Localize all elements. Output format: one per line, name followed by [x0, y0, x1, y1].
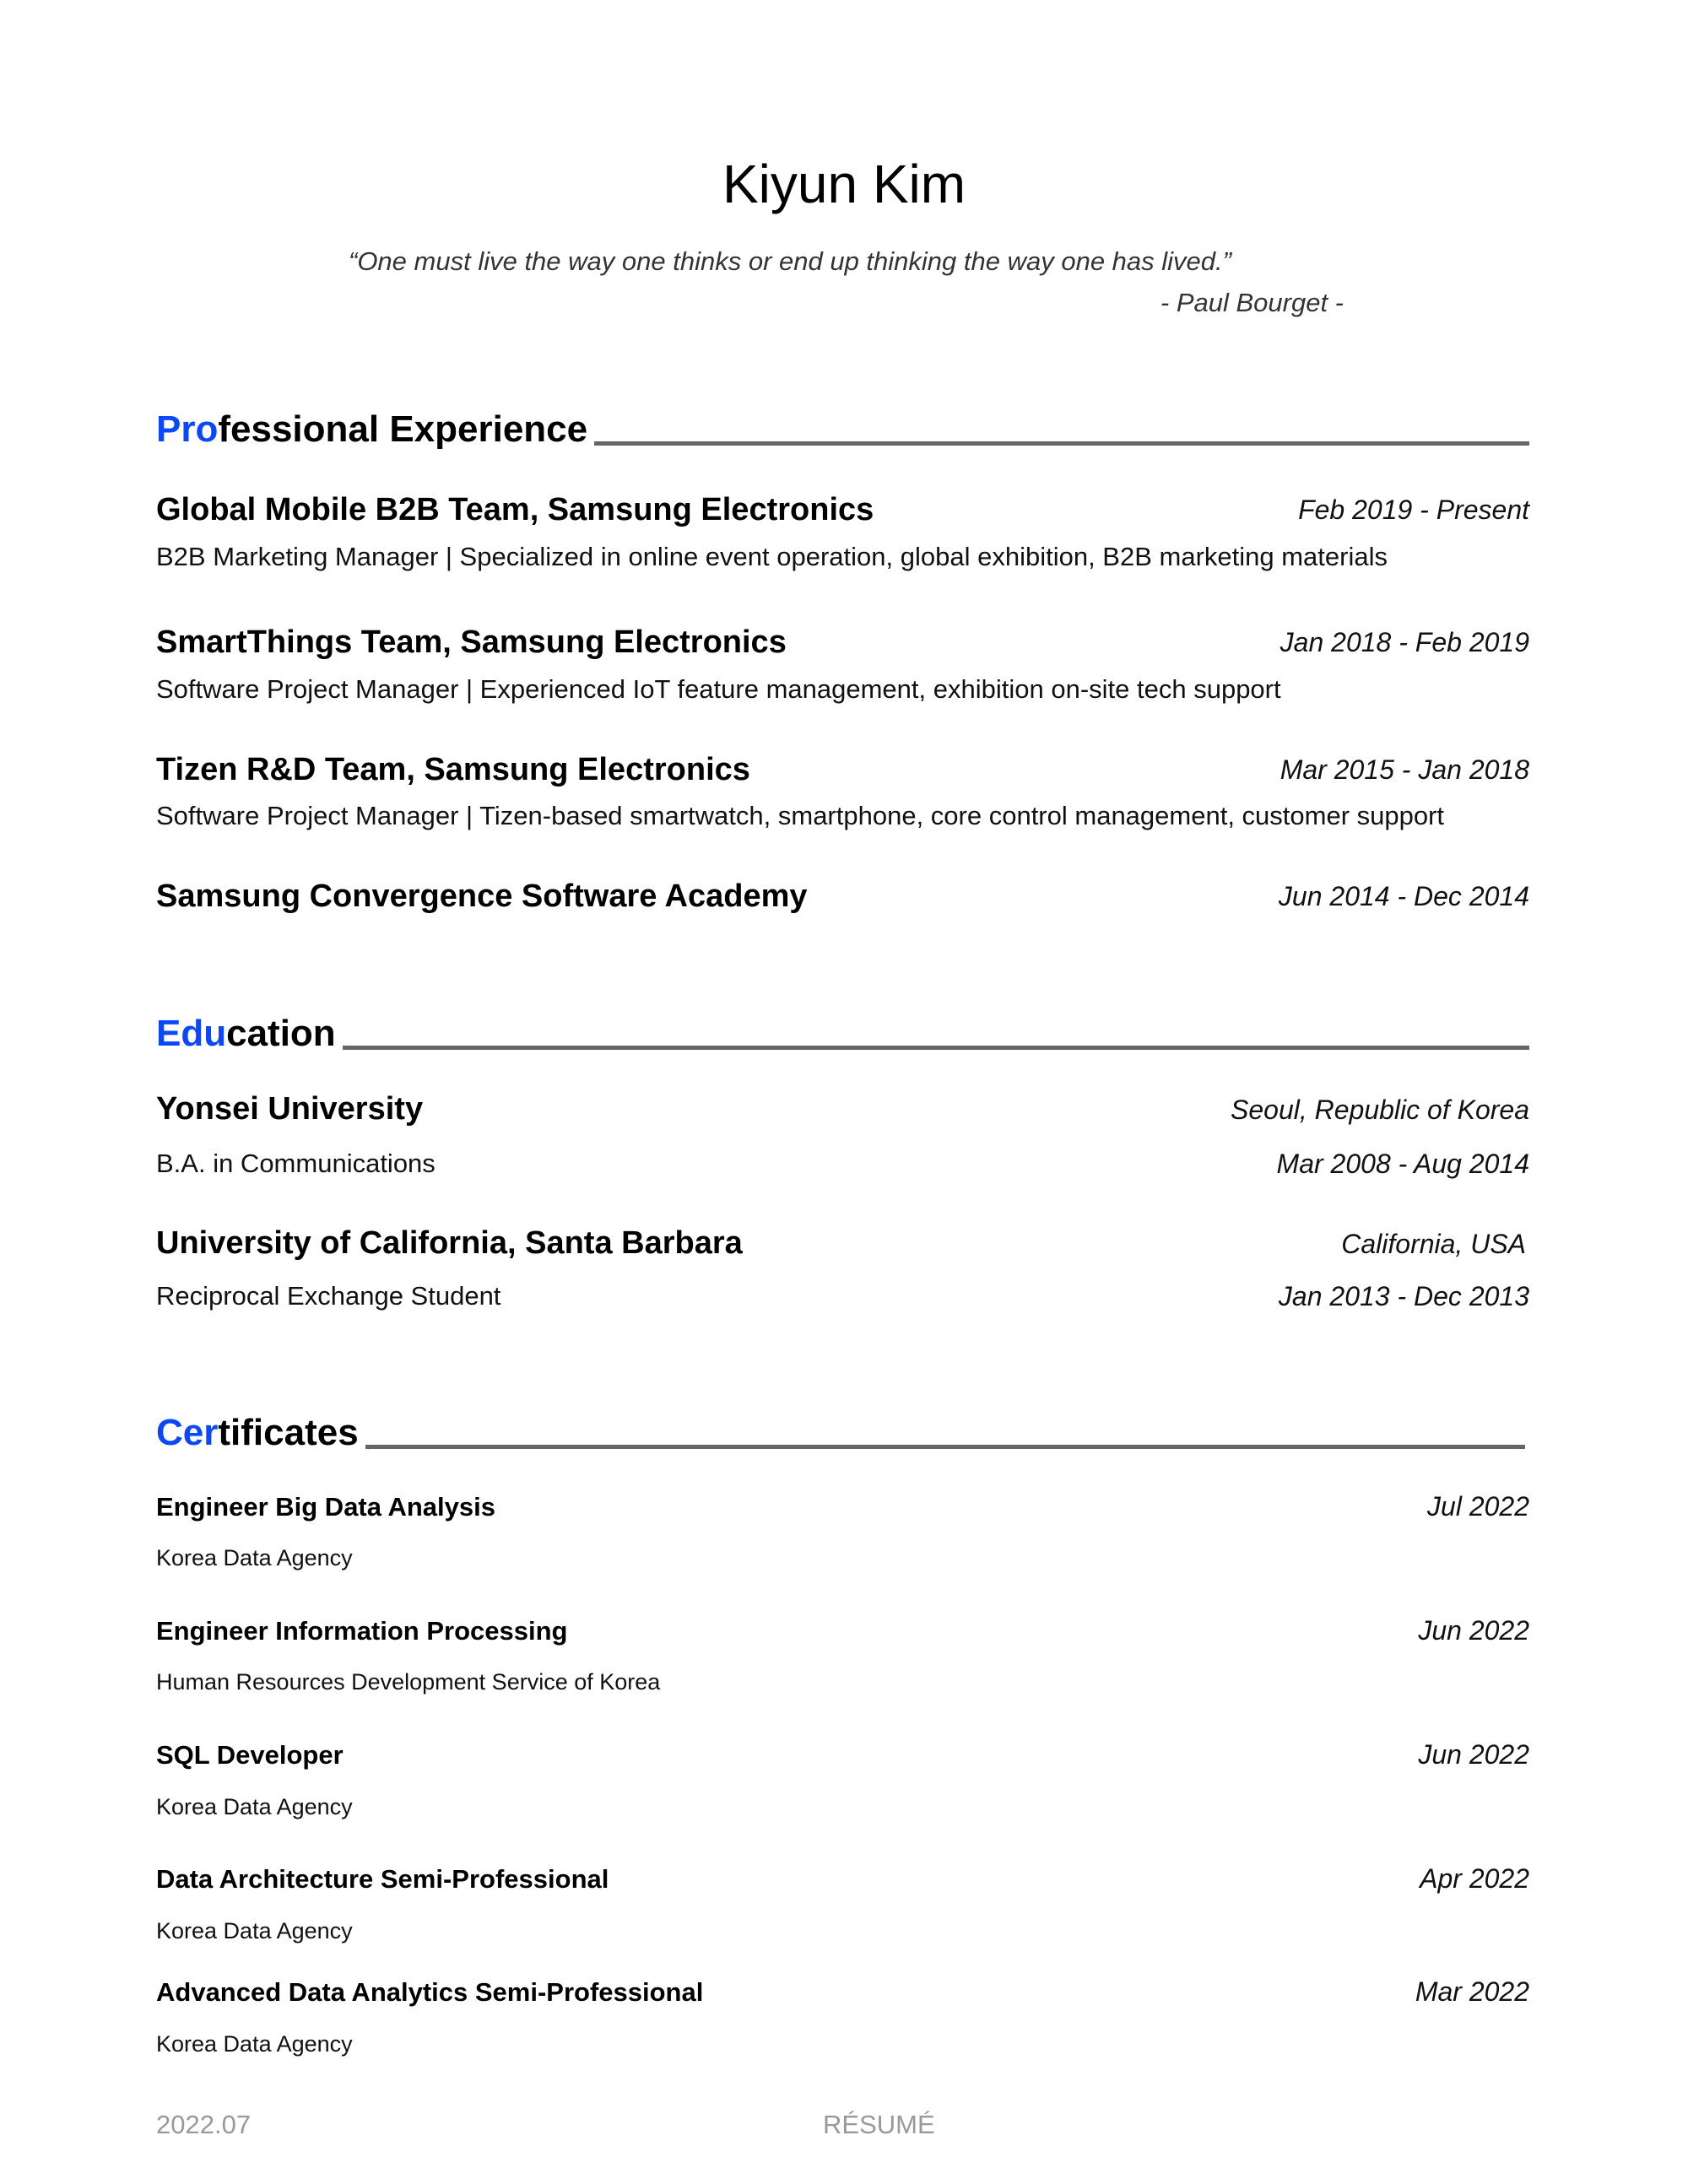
section-title-accent: Pro: [156, 408, 219, 450]
section-heading-certificates: [156, 1407, 1525, 1454]
experience-title: Samsung Convergence Software Academy: [156, 878, 808, 914]
section-title: [156, 408, 587, 451]
certificate-issuer: Human Resources Development Service of Korea: [156, 1669, 661, 1695]
certificate-date: Jul 2022: [1427, 1491, 1529, 1522]
education-school: University of California, Santa Barbara: [156, 1225, 743, 1261]
section-heading-experience: [156, 403, 1529, 451]
section-title-rest: cation: [226, 1013, 336, 1054]
education-location: Seoul, Republic of Korea: [1231, 1095, 1529, 1125]
certificate-title: Advanced Data Analytics Semi-Professional: [156, 1977, 704, 2007]
certificate-date: Mar 2022: [1415, 1976, 1529, 2007]
certificate-issuer: Korea Data Agency: [156, 2031, 353, 2057]
experience-title: Tizen R&D Team, Samsung Electronics: [156, 752, 750, 787]
education-degree: B.A. in Communications: [156, 1149, 436, 1178]
experience-title: Global Mobile B2B Team, Samsung Electronics: [156, 492, 874, 527]
education-period: Mar 2008 - Aug 2014: [1276, 1149, 1529, 1179]
section-title: [156, 1013, 336, 1055]
certificate-issuer: Korea Data Agency: [156, 1545, 353, 1570]
education-period: Jan 2013 - Dec 2013: [1278, 1281, 1529, 1311]
certificate-title: SQL Developer: [156, 1740, 344, 1770]
experience-description: B2B Marketing Manager | Specialized in online event operation, global exhibition, B2B marketing materials: [156, 542, 1388, 571]
certificate-date: Apr 2022: [1420, 1863, 1529, 1894]
certificate-title: Engineer Information Processing: [156, 1616, 568, 1646]
section-heading-education: [156, 1008, 1529, 1055]
resume-name: Kiyun Kim: [722, 154, 966, 214]
header-quote: “One must live the way one thinks or end up thinking the way one has lived.”: [349, 246, 1231, 276]
certificate-title: Data Architecture Semi-Professional: [156, 1864, 609, 1894]
section-title-accent: Edu: [156, 1013, 227, 1054]
section-divider: [365, 1445, 1525, 1449]
education-location: California, USA: [1341, 1229, 1526, 1259]
experience-description: Software Project Manager | Experienced IoT feature management, exhibition on-site tech support: [156, 674, 1281, 704]
certificate-date: Jun 2022: [1418, 1615, 1529, 1646]
experience-date: Feb 2019 - Present: [1298, 495, 1529, 525]
certificate-issuer: Korea Data Agency: [156, 1794, 353, 1819]
experience-date: Mar 2015 - Jan 2018: [1280, 754, 1529, 785]
education-school: Yonsei University: [156, 1091, 424, 1127]
section-title-accent: Cer: [156, 1412, 219, 1453]
certificate-title: Engineer Big Data Analysis: [156, 1492, 495, 1522]
section-divider: [594, 441, 1529, 446]
footer-label: RÉSUMÉ: [823, 2110, 935, 2139]
certificate-date: Jun 2022: [1418, 1739, 1529, 1770]
section-title-rest: tificates: [218, 1412, 359, 1453]
section-divider: [343, 1046, 1529, 1050]
experience-date: Jun 2014 - Dec 2014: [1278, 881, 1529, 911]
section-title: [156, 1412, 359, 1454]
certificate-issuer: Korea Data Agency: [156, 1918, 353, 1943]
quote-author: - Paul Bourget -: [1160, 288, 1344, 317]
experience-date: Jan 2018 - Feb 2019: [1280, 627, 1529, 657]
footer-date: 2022.07: [156, 2110, 252, 2139]
experience-title: SmartThings Team, Samsung Electronics: [156, 624, 787, 660]
section-title-rest: fessional Experience: [218, 408, 588, 450]
experience-description: Software Project Manager | Tizen-based smartwatch, smartphone, core control management, customer support: [156, 801, 1445, 830]
education-degree: Reciprocal Exchange Student: [156, 1281, 501, 1311]
